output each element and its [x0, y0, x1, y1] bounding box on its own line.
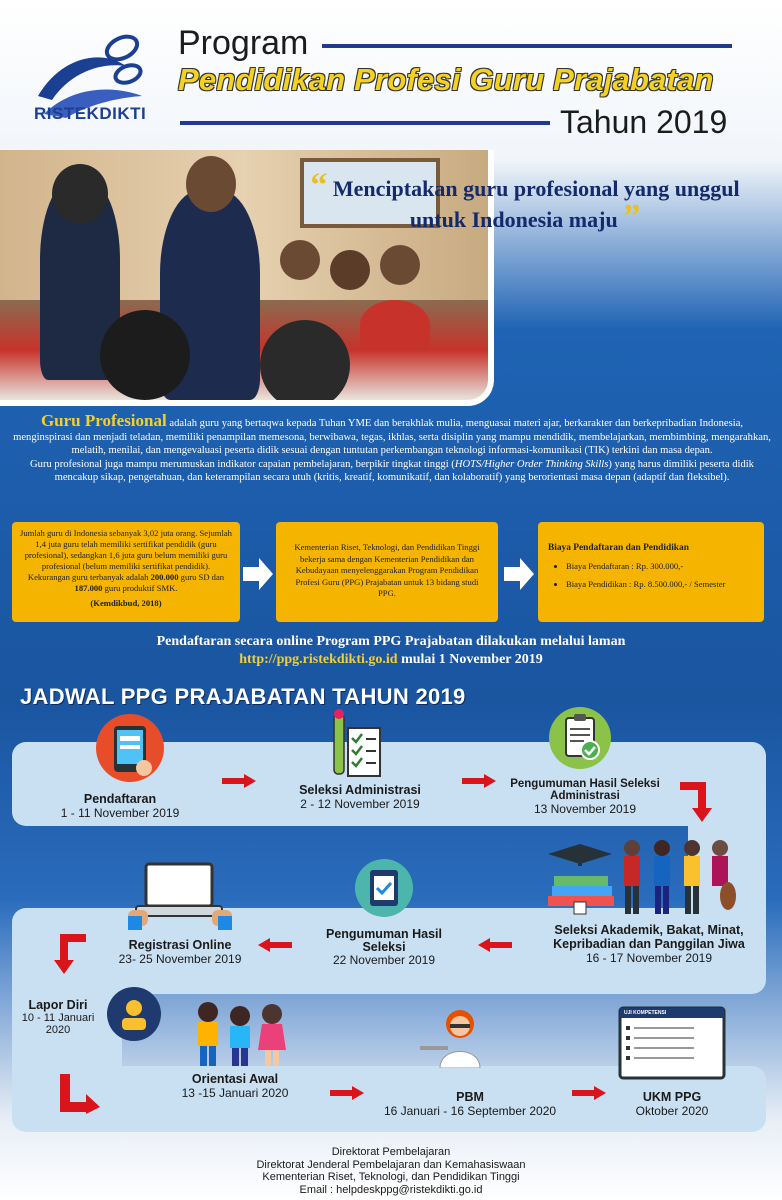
header-line-bottom	[180, 121, 550, 125]
step-date: 13 November 2019	[533, 802, 637, 816]
step-registrasi-online	[100, 938, 260, 966]
box1-source: (Kemdikbud, 2018)	[90, 598, 162, 608]
registration-link[interactable]: http://ppg.ristekdikti.go.id	[239, 652, 398, 667]
info-box-fees	[538, 522, 764, 622]
step-ukm-ppg	[612, 1090, 732, 1118]
footer-line: Kementerian Riset, Teknologi, dan Pendidikan Tinggi	[262, 1171, 520, 1183]
intro-p2-italic: HOTS/Higher Order Thinking Skills	[454, 458, 609, 470]
step-date: 22 November 2019	[332, 953, 436, 967]
step-name: Pendaftaran	[83, 792, 157, 806]
right-arrow-icon	[502, 556, 536, 592]
registration-start: mulai 1 November 2019	[397, 652, 543, 667]
step-name: Pengumuman Hasil Seleksi Administrasi	[510, 778, 660, 802]
header-line-top	[322, 44, 732, 48]
page-title: Pendidikan Profesi Guru Prajabatan	[178, 62, 714, 97]
right-arrow-icon	[462, 774, 496, 788]
right-arrow-icon	[330, 1086, 364, 1100]
students-books-icon	[544, 836, 744, 916]
checklist-icon	[330, 708, 386, 780]
turn-down-arrow-icon	[680, 782, 720, 822]
intro-paragraph	[12, 411, 772, 485]
children-icon	[190, 998, 290, 1068]
step-name: UKM PPG	[642, 1090, 702, 1104]
tagline-line1: Menciptakan guru profesional yang unggul	[332, 176, 740, 201]
step-seleksi-akademik	[536, 924, 762, 965]
footer	[0, 1146, 782, 1196]
step-pengumuman-hasil	[314, 928, 454, 967]
step-name: Lapor Diri	[28, 998, 88, 1012]
registration-icon	[94, 712, 166, 784]
close-quote-icon: ”	[623, 198, 641, 235]
left-arrow-icon	[478, 938, 512, 952]
tagline-line2: untuk Indonesia maju	[409, 207, 618, 232]
footer-email[interactable]: Email : helpdeskppg@ristekdikti.go.id	[299, 1183, 483, 1196]
footer-line: Direktorat Pembelajaran	[331, 1146, 451, 1158]
step-date: 16 Januari - 16 September 2020	[383, 1104, 557, 1118]
turn-down-arrow-icon	[46, 934, 86, 974]
ukm-screen-icon	[618, 1006, 726, 1082]
right-arrow-icon	[572, 1086, 606, 1100]
step-lapor-diri	[10, 998, 106, 1036]
intro-lead: Guru Profesional	[40, 411, 167, 430]
step-date: 10 - 11 Januari 2020	[21, 1012, 95, 1036]
intro-p1: adalah guru yang bertaqwa kepada Tuhan YME dan berakhlak mulia, menguasai materi ajar, berkarakter dan berkepribadian Indonesia, menginspirasi dan menjadi teladan, memiliki penampilan memesona, berwibawa, tegas, ikhlas, serta disiplin yang mampu mendidik, membelajarkan, membimbing, mengarahkan, melatih, menilai, dan mengevaluasi peserta didik sesuai dengan tuntutan perkembangan teknologi informasi-komunikasi (TIK) terkini dan masa depan.	[13, 418, 771, 456]
step-date: 23- 25 November 2019	[118, 952, 242, 966]
intro-p2b: ) yang harus dimiliki peserta didik mencakup sikap, pengetahuan, dan keterampilan secara utuh (kritis, kreatif, komunikatif, dan kolaboratif) yang berorientasi masa depan (adaptif dan fleksibel).	[54, 458, 754, 483]
announcement-icon	[354, 858, 414, 918]
step-pbm	[370, 1090, 570, 1118]
right-arrow-icon	[241, 556, 275, 592]
logo-text: RISTEKDIKTI	[34, 104, 147, 123]
registration-url-line	[0, 652, 782, 668]
box1-bold2: 187.000	[74, 583, 103, 593]
step-name: Registrasi Online	[128, 938, 232, 952]
teacher-icon	[420, 1006, 500, 1068]
schedule-title: JADWAL PPG PRAJABATAN TAHUN 2019	[20, 684, 466, 709]
open-quote-icon: “	[310, 167, 328, 204]
step-seleksi-administrasi	[280, 783, 440, 811]
title-year: Tahun 2019	[560, 104, 728, 140]
step-name: Seleksi Administrasi	[299, 783, 421, 797]
intro-p2a: Guru profesional juga mampu merumuskan indikator capaian pembelajaran, berpikir tingkat tinggi (	[30, 458, 455, 470]
box1-text: Jumlah guru di Indonesia sebanyak 3,02 juta orang. Sejumlah 1,4 juta guru telah memiliki sertifikat pendidik (guru profesional), sedangkan 1,6 juta guru belum memiliki guru profesional (belum memiliki sertifikat pendidik). Kekurangan guru terbanyak adalah	[20, 528, 232, 582]
title-program: Program	[178, 24, 309, 62]
registration-text: Pendaftaran secara online Program PPG Prajabatan dilakukan melalui laman	[156, 634, 626, 649]
right-arrow-icon	[222, 774, 256, 788]
clipboard-check-icon	[548, 706, 612, 770]
box1-bold1: 200.000	[150, 572, 179, 582]
left-arrow-icon	[258, 938, 292, 952]
fees-heading: Biaya Pendaftaran dan Pendidikan	[548, 543, 689, 553]
box1-end: guru produktif SMK.	[102, 583, 178, 593]
fee-education: • Biaya Pendidikan : Rp. 8.500.000,- / Semester	[566, 578, 754, 590]
step-orientasi-awal	[160, 1072, 310, 1100]
laptop-icon	[128, 860, 232, 930]
footer-line: Direktorat Jenderal Pembelajaran dan Kemahasiswaan	[256, 1158, 526, 1171]
step-pendaftaran	[40, 792, 200, 820]
step-name: PBM	[456, 1090, 484, 1104]
step-date: 2 - 12 November 2019	[300, 797, 420, 811]
step-date: 16 - 17 November 2019	[585, 951, 713, 965]
screen-label: UJI KOMPETENSI	[624, 1010, 667, 1016]
step-name: Pengumuman Hasil Seleksi	[326, 927, 442, 954]
step-name: Seleksi Akademik, Bakat, Minat, Kepribadian dan Panggilan Jiwa	[553, 923, 745, 951]
step-name: Orientasi Awal	[191, 1072, 279, 1086]
turn-right-arrow-icon	[60, 1074, 100, 1114]
info-box-program: Kementerian Riset, Teknologi, dan Pendidikan Tinggi bekerja sama dengan Kementerian Pendidikan dan Kebudayaan menyelenggarakan Program Pendidikan Profesi Guru (PPG) Prajabatan untuk 13 bidang studi PPG.	[276, 522, 498, 622]
fee-registration: • Biaya Pendaftaran : Rp. 300.000,-	[566, 560, 754, 572]
step-date: 1 - 11 November 2019	[60, 806, 180, 820]
tagline-quote	[280, 167, 770, 235]
box1-mid: guru SD dan	[178, 572, 225, 582]
step-date: Oktober 2020	[635, 1104, 709, 1118]
report-icon	[106, 986, 162, 1042]
step-date: 13 -15 Januari 2020	[181, 1086, 289, 1100]
info-box-teachers	[12, 522, 240, 622]
step-pengumuman-administrasi	[510, 778, 660, 816]
